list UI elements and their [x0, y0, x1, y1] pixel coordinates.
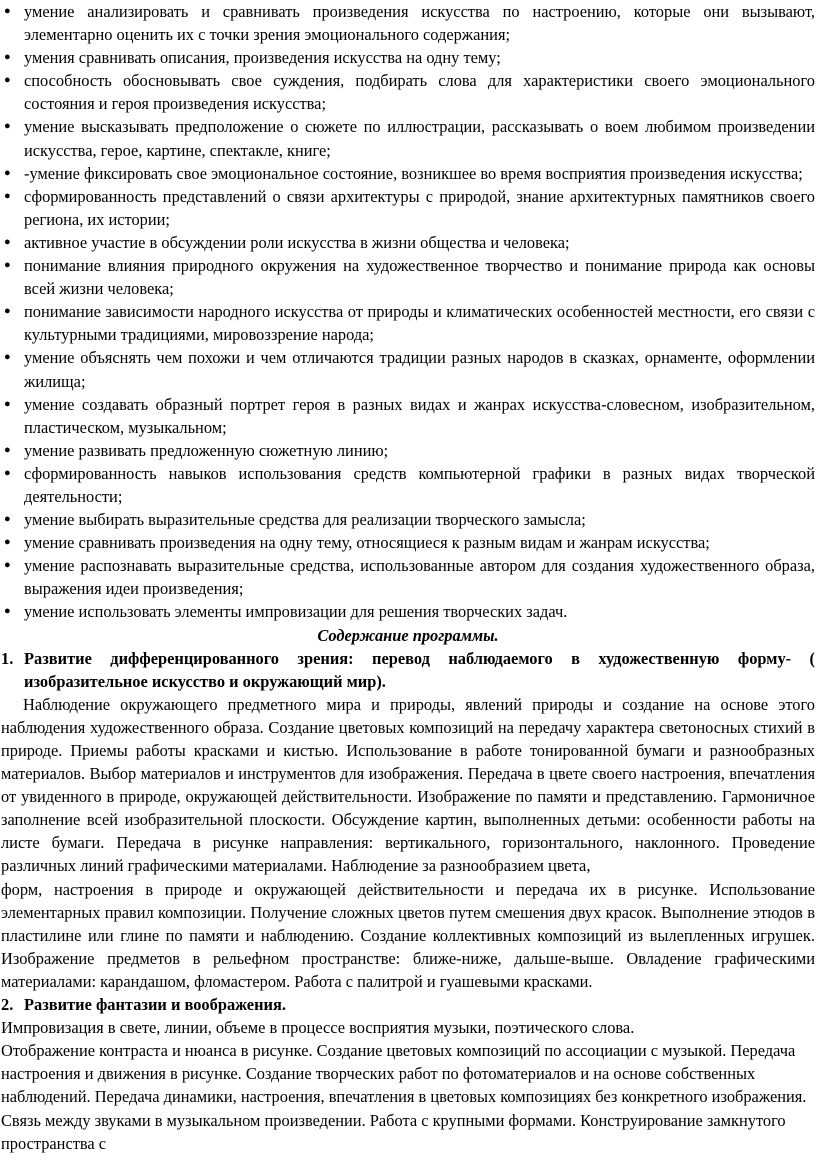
list-item: ● умение развивать предложенную сюжетную линию; — [1, 439, 815, 462]
list-item: ● понимание зависимости народного искусства от природы и климатических особенностей местности, его связи с культурными традициями, мировоззрение народа; — [4, 302, 815, 345]
bullet-icon: ● — [4, 397, 11, 410]
bullet-icon: ● — [4, 443, 11, 456]
list-item: ● умение создавать образный портрет героя в разных видах и жанрах искусства-словесном, изобразительном, пластическом, музыкальном; — [4, 394, 815, 437]
bullet-icon: ● — [4, 120, 11, 133]
section-2-number: 2. — [1, 995, 14, 1015]
bullet-icon: ● — [4, 605, 11, 618]
list-item: ● умение выбирать выразительные средства для реализации творческого замысла; — [1, 508, 815, 531]
bullet-icon: ● — [4, 466, 11, 479]
bullet-icon: ● — [4, 74, 11, 87]
program-content-heading: Содержание программы. — [317, 625, 499, 645]
list-item: ● активное участие в обсуждении роли искусства в жизни общества и человека; — [1, 231, 815, 254]
list-item: ● понимание влияния природного окружения на художественное творчество и понимание природа как основы всей жизни человека; — [4, 256, 815, 299]
bullet-icon: ● — [4, 189, 11, 202]
bullet-icon: ● — [4, 536, 11, 549]
bullet-icon: ● — [4, 513, 11, 526]
section-2-paragraph-1: Импровизация в свете, линии, объеме в процессе восприятия музыки, поэтического слова. — [1, 1018, 635, 1038]
list-item: ● умение высказывать предположение о сюжете по иллюстрации, рассказывать о воем любимом произведении искусства, герое, картине, спектакле, книге; — [4, 117, 815, 160]
bullet-icon: ● — [4, 259, 11, 272]
bullet-icon: ● — [4, 5, 11, 17]
section-2-paragraph-2: Отображение контраста и нюанса в рисунке. Создание цветовых композиций по ассоциации с музыкой. Передача настроения и движения в рисунке. Создание творческих работ по фотоматериалов и на основе собственных наблюдений. Передача динамики, настроения, впечатления в цветовых композициях без конкретного изображения. Связь между звуками в музыкальном произведении. Работа с крупными формами. Конструирование замкнутого пространства с — [1, 1041, 807, 1153]
list-item: ● умение использовать элементы импровизации для решения творческих задач. — [1, 600, 815, 623]
list-item: ● сформированность представлений о связи архитектуры с природой, знание архитектурных памятников своего региона, их истории; — [4, 186, 815, 229]
bullet-icon: ● — [4, 305, 11, 318]
bullet-icon: ● — [4, 351, 11, 364]
section-1-title: 1. Развитие дифференцированного зрения: перевод наблюдаемого в художественную форму- ( изобразительное искусство и окружающий мир). — [1, 648, 815, 691]
list-item: ● способность обосновывать свое суждения, подбирать слова для характеристики своего эмоционального состояния и героя произведения искусства; — [4, 71, 815, 114]
list-item: ● умение распознавать выразительные средства, использованные автором для создания художественного образа, выражения идеи произведения; — [4, 556, 815, 599]
bullet-icon: ● — [4, 559, 11, 572]
bullet-icon: ● — [4, 235, 11, 248]
list-item: ● умение сравнивать произведения на одну тему, относящиеся к разным видам и жанрам искусства; — [1, 531, 815, 554]
list-item: ● сформированность навыков использования средств компьютерной графики в разных видах творческой деятельности; — [4, 463, 815, 506]
list-item: ● умения сравнивать описания, произведения искусства на одну тему; — [1, 46, 815, 69]
bullet-icon: ● — [4, 51, 11, 64]
skills-list — [1, 0, 815, 624]
list-item: ● умение объяснять чем похожи и чем отличаются традиции разных народов в сказках, орнаменте, оформлении жилища; — [4, 348, 815, 391]
section-1-paragraph-2: форм, настроения в природе и окружающей действительности и передача их в рисунке. Использование элементарных правил композиции. Получение сложных цветов путем смешения двух красок. Выполнение этюдов в пластилине или глине по памяти и наблюдению. Создание коллективных композиций из вылепленных игрушек. Изображение предметов в рельефном пространстве: ближе-ниже, дальше-выше. Овладение графическими материалами: карандашом, фломастером. Работа с палитрой и гуашевыми красками. — [1, 879, 815, 991]
list-item: ● -умение фиксировать свое эмоциональное состояние, возникшее во время восприятия произведения искусства; — [1, 162, 815, 185]
bullet-icon: ● — [4, 166, 11, 179]
section-1-number: 1. — [1, 648, 14, 668]
section-1-paragraph-1: Наблюдение окружающего предметного мира и природы, явлений природы и создание на основе этого наблюдения художественного образа. Создание цветовых композиций на передачу характера светоносных стихий в природе. Приемы работы красками и кистью. Использование в работе тонированной бумаги и разнообразных материалов. Выбор материалов и инструментов для изображения. Передача в цвете своего настроения, впечатления от увиденного в природе, окружающей действительности. Изображение по памяти и представлению. Гармоничное заполнение всей изобразительной плоскости. Обсуждение картин, выполненных детьми: особенности работы на листе бумаги. Передача в рисунке направления: вертикального, горизонтального, наклонного. Проведение различных линий графическими материалами. Наблюдение за разнообразием цвета, — [1, 694, 815, 876]
section-2-title: 2. Развитие фантазии и воображения. — [1, 993, 815, 1016]
list-item: ● умение анализировать и сравнивать произведения искусства по настроению, которые они вызывают, элементарно оценить их с точки зрения эмоционального содержания; — [4, 2, 815, 45]
